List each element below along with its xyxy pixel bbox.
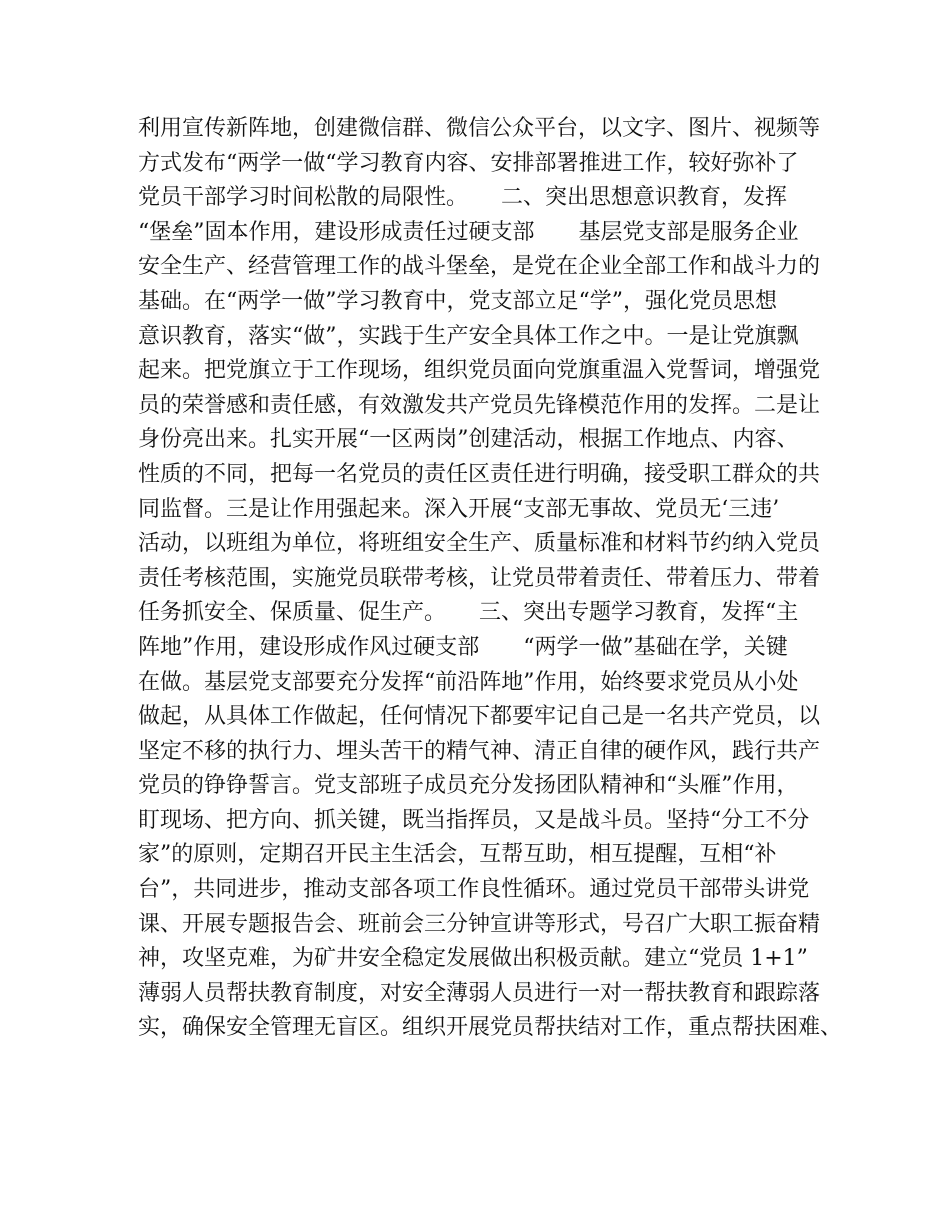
text-line-21: 盯现场、把方向、抓关键，既当指挥员，又是战斗员。坚持“分工不分 bbox=[138, 807, 810, 833]
text-line-17: 在做。基层党支部要充分发挥“前沿阵地”作用，始终要求党员从小处 bbox=[138, 669, 799, 695]
text-line-9: 员的荣誉感和责任感，有效激发共产党员先锋模范作用的发挥。二是让 bbox=[138, 392, 821, 418]
text-line-2: 方式发布“两学一做“学习教育内容、安排部署推进工作，较好弥补了 bbox=[138, 150, 799, 176]
text-line-11: 性质的不同，把每一名党员的责任区责任进行明确，接受职工群众的共 bbox=[138, 461, 821, 487]
text-line-14: 责任考核范围，实施党员联带考核，让党员带着责任、带着压力、带着 bbox=[138, 565, 821, 591]
text-line-4: “堡垒”固本作用，建设形成责任过硬支部 基层党支部是服务企业 bbox=[138, 219, 799, 245]
text-line-6: 基础。在“两学一做”学习教育中，党支部立足“学”，强化党员思想 bbox=[138, 288, 777, 314]
text-line-19: 坚定不移的执行力、埋头苦干的精气神、清正自律的硬作风，践行共产 bbox=[138, 738, 821, 764]
text-line-15: 任务抓安全、保质量、促生产。 三、突出专题学习教育，发挥“主 bbox=[138, 600, 799, 626]
text-line-1: 利用宣传新阵地，创建微信群、微信公众平台，以文字、图片、视频等 bbox=[138, 116, 821, 141]
text-line-26: 薄弱人员帮扶教育制度，对安全薄弱人员进行一对一帮扶教育和跟踪落 bbox=[138, 980, 821, 1006]
text-line-24: 课、开展专题报告会、班前会三分钟宣讲等形式，号召广大职工振奋精 bbox=[138, 911, 821, 937]
text-line-10: 身份亮出来。扎实开展“一区两岗”创建活动，根据工作地点、内容、 bbox=[138, 427, 799, 453]
text-line-12: 同监督。三是让作用强起来。深入开展“支部无事故、党员无‘三违’ bbox=[138, 496, 780, 522]
body-text bbox=[138, 112, 843, 1046]
text-line-16: 阵地”作用，建设形成作风过硬支部 “两学一做”基础在学，关键 bbox=[138, 634, 788, 660]
text-line-27: 实，确保安全管理无盲区。组织开展党员帮扶结对工作，重点帮扶困难、 bbox=[138, 1015, 843, 1041]
text-line-18: 做起，从具体工作做起，任何情况下都要牢记自己是一名共产党员，以 bbox=[138, 704, 821, 730]
text-line-22: 家”的原则，定期召开民主生活会，互帮互助，相互提醒，互相“补 bbox=[138, 842, 777, 868]
text-line-23: 台”，共同进步，推动支部各项工作良性循环。通过党员干部带头讲党 bbox=[138, 877, 810, 903]
text-line-3: 党员干部学习时间松散的局限性。 二、突出思想意识教育，发挥 bbox=[138, 185, 788, 211]
text-line-7: 意识教育，落实“做”，实践于生产安全具体工作之中。一是让党旗飘 bbox=[138, 323, 799, 349]
text-line-13: 活动，以班组为单位，将班组安全生产、质量标准和材料节约纳入党员 bbox=[138, 531, 821, 557]
text-line-8: 起来。把党旗立于工作现场，组织党员面向党旗重温入党誓词，增强党 bbox=[138, 358, 821, 384]
text-line-20: 党员的铮铮誓言。党支部班子成员充分发扬团队精神和“头雁”作用， bbox=[138, 773, 799, 799]
text-line-25: 神，攻坚克难，为矿井安全稳定发展做出积极贡献。建立“党员 1+1” bbox=[138, 946, 808, 972]
text-line-5: 安全生产、经营管理工作的战斗堡垒，是党在企业全部工作和战斗力的 bbox=[138, 254, 821, 280]
